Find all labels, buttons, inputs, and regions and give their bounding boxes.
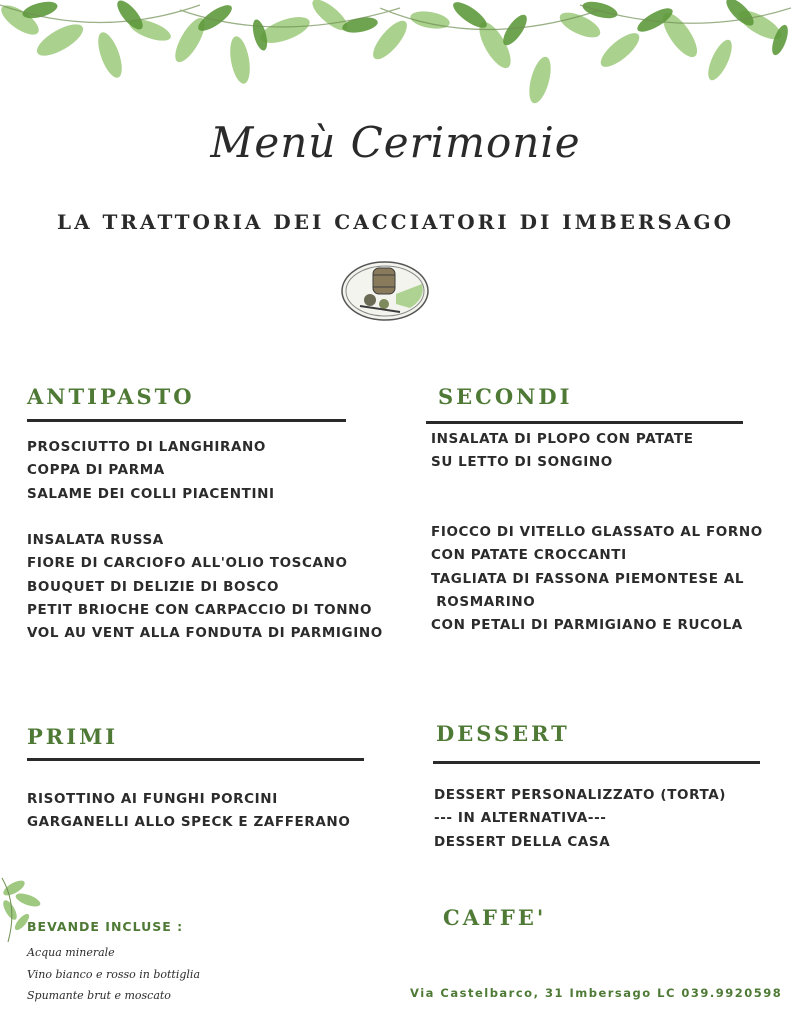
menu-title: Menù Cerimonie [210, 118, 581, 167]
list-item: ROSMARINO [431, 594, 536, 611]
list-item: Vino bianco e rosso in bottiglia [27, 967, 201, 981]
list-spacer [27, 506, 383, 529]
list-item: DESSERT PERSONALIZZATO (TORTA) [434, 787, 727, 803]
list-item: RISOTTINO AI FUNGHI PORCINI [27, 791, 278, 807]
primi-list [27, 788, 350, 835]
secondi-divider [426, 421, 743, 424]
beverages-heading: BEVANDE INCLUSE : [27, 919, 184, 934]
list-spacer [431, 498, 763, 521]
list-item: GARGANELLI ALLO SPECK E ZAFFERANO [27, 814, 351, 831]
primi-heading: PRIMI [27, 724, 119, 749]
antipasto-divider [27, 419, 346, 422]
list-item: INSALATA DI PLOPO CON PATATE [431, 431, 694, 447]
secondi-list [431, 428, 763, 638]
list-item: DESSERT DELLA CASA [434, 833, 611, 850]
list-item: CON PATATE CROCCANTI [431, 547, 627, 564]
list-item: COPPA DI PARMA [27, 462, 165, 479]
caffe-heading: CAFFE' [443, 905, 547, 930]
address-phone: Via Castelbarco, 31 Imbersago LC 039.9920598 [410, 986, 783, 1000]
dessert-divider [433, 761, 760, 764]
list-item: FIOCCO DI VITELLO GLASSATO AL FORNO [431, 524, 763, 541]
list-item: TAGLIATA DI FASSONA PIEMONTESE AL [431, 570, 745, 587]
list-spacer [431, 475, 763, 498]
antipasto-list [27, 436, 383, 646]
primi-divider [27, 758, 364, 761]
list-item: BOUQUET DI DELIZIE DI BOSCO [27, 578, 280, 595]
leaf-garland-icon [0, 0, 791, 120]
list-item: SALAME DEI COLLI PIACENTINI [27, 485, 275, 502]
beverages-list [27, 942, 200, 1007]
restaurant-name: LA TRATTORIA DEI CACCIATORI DI IMBERSAGO [57, 210, 734, 234]
list-item: Spumante brut e moscato [27, 989, 171, 1002]
list-item: PROSCIUTTO DI LANGHIRANO [27, 439, 266, 455]
dessert-heading: DESSERT [436, 721, 570, 746]
secondi-heading: SECONDI [438, 384, 573, 409]
list-item: INSALATA RUSSA [27, 532, 164, 549]
list-item: CON PETALI DI PARMIGIANO E RUCOLA [431, 617, 743, 634]
leaf-sprig-icon [0, 876, 50, 946]
barrel-logo-icon [340, 260, 430, 322]
list-item: PETIT BRIOCHE CON CARPACCIO DI TONNO [27, 602, 373, 619]
dessert-list [434, 784, 726, 854]
list-item: --- IN ALTERNATIVA--- [434, 810, 607, 827]
antipasto-heading: ANTIPASTO [27, 384, 195, 409]
list-item: SU LETTO DI SONGINO [431, 454, 613, 471]
list-item: FIORE DI CARCIOFO ALL'OLIO TOSCANO [27, 555, 348, 572]
list-item: VOL AU VENT ALLA FONDUTA DI PARMIGINO [27, 625, 383, 642]
list-item: Acqua minerale [27, 946, 115, 959]
